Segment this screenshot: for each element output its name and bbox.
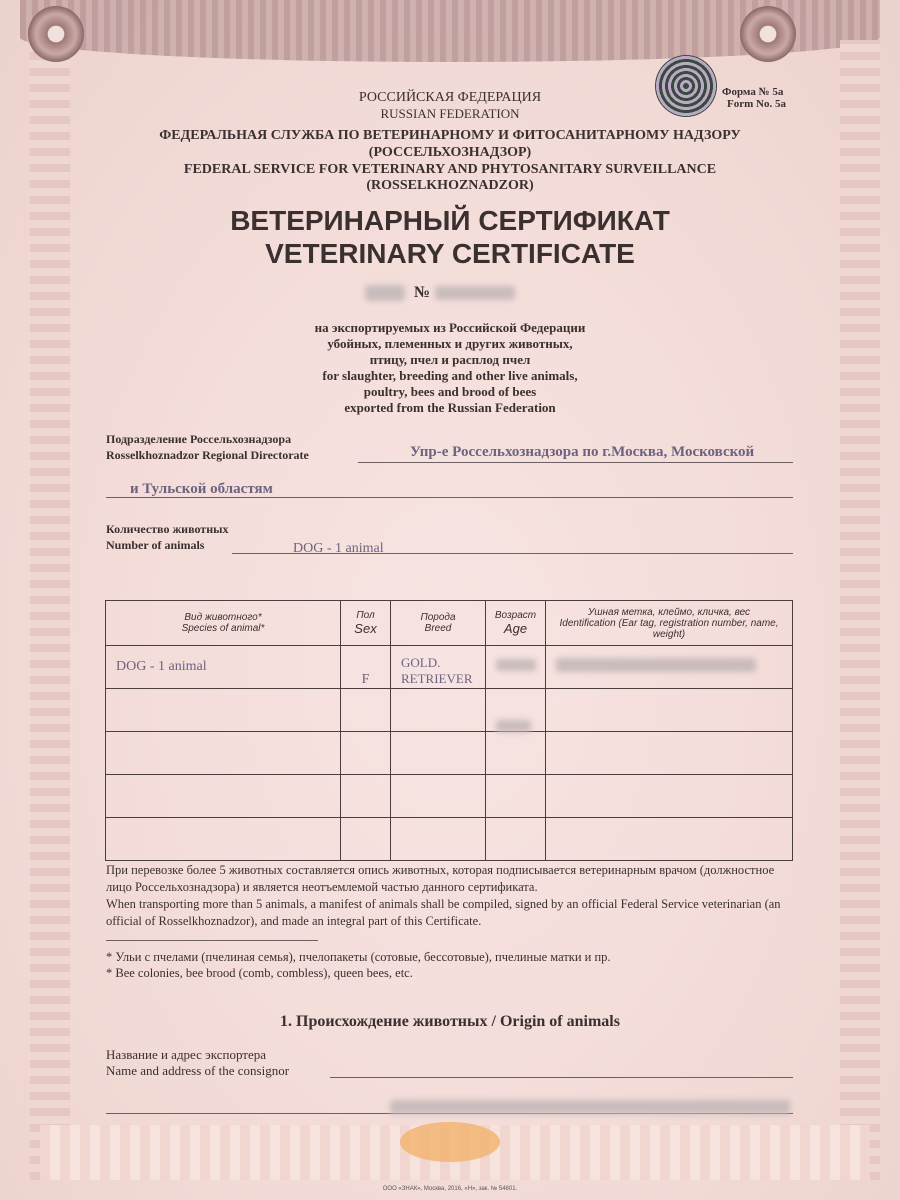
directorate-line xyxy=(358,462,793,463)
table-row xyxy=(106,818,793,861)
table-header-row xyxy=(106,601,793,646)
header-species: Вид животного* Species of animal* xyxy=(106,601,341,646)
title-en: VETERINARY CERTIFICATE xyxy=(265,238,635,269)
subtitle-line: убойных, племенных и других животных, xyxy=(327,336,573,351)
redacted-consignor xyxy=(390,1100,790,1114)
directorate-label-en: Rosselkhoznadzor Regional Directorate xyxy=(106,448,309,462)
service-ru: ФЕДЕРАЛЬНАЯ СЛУЖБА ПО ВЕТЕРИНАРНОМУ И ФИТОСАНИТАРНОМУ НАДЗОРУ xyxy=(159,128,741,143)
table-row xyxy=(106,689,793,732)
redacted-number xyxy=(435,286,515,300)
footnote-en: * Bee colonies, bee brood (comb, combless), queen bees, etc. xyxy=(106,966,413,980)
redacted-series xyxy=(365,285,405,301)
table-row xyxy=(106,646,793,689)
consignor-label-en: Name and address of the consignor xyxy=(106,1063,290,1078)
subtitle-line: for slaughter, breeding and other live animals, xyxy=(322,368,578,383)
directorate-value-1: Упр-е Россельхознадзора по г.Москва, Московской xyxy=(410,444,755,460)
form-number-en: Form No. 5a xyxy=(727,98,786,110)
animals-value: DOG - 1 animal xyxy=(293,541,384,556)
footnote-divider xyxy=(106,940,318,941)
animals-label-ru: Количество животных xyxy=(106,522,229,536)
table-row xyxy=(106,732,793,775)
header-breed: Порода Breed xyxy=(391,601,486,646)
agency-ru: (РОССЕЛЬХОЗНАДЗОР) xyxy=(368,145,532,160)
header-age: Возраст Age xyxy=(486,601,546,646)
subtitle-line: poultry, bees and brood of bees xyxy=(363,384,537,399)
number-sign: № xyxy=(414,284,431,301)
consignor-line xyxy=(330,1077,793,1078)
header-sex: Пол Sex xyxy=(341,601,391,646)
subtitle-line: exported from the Russian Federation xyxy=(344,400,556,415)
title-ru: ВЕТЕРИНАРНЫЙ СЕРТИФИКАТ xyxy=(230,205,670,236)
cell-breed: GOLD. RETRIEVER xyxy=(391,646,486,689)
subtitle-line: на экспортируемых из Российской Федерации xyxy=(314,320,586,335)
footnote-ru: * Ульи с пчелами (пчелиная семья), пчелопакеты (сотовые, бессотовые), пчелиные матки и пр. xyxy=(106,950,611,964)
printer-imprint: ООО «ЗНАК», Москва, 2016, «Н», зак. № 54801. xyxy=(382,1186,518,1192)
manifest-note: При перевозке более 5 животных составляется опись животных, которая подписывается ветеринарным врачом (должностное лицо Россельхознадзора) и является неотъемлемой частью данного сертификата. When transporting more than 5 animals, a manifest of animals shall be compiled, signed by an official Federal Service veterinarian (an official of Rosselkhoznadzor), and made an integral part of this Certificate. xyxy=(106,863,781,928)
header-identification: Ушная метка, клеймо, кличка, вес Identification (Ear tag, registration number, name, weight) xyxy=(546,601,793,646)
animals-table xyxy=(105,600,793,861)
origin-heading: 1. Происхождение животных / Origin of animals xyxy=(280,1013,620,1030)
service-en: FEDERAL SERVICE FOR VETERINARY AND PHYTOSANITARY SURVEILLANCE xyxy=(183,162,717,177)
rosette-left xyxy=(28,6,84,62)
table-row xyxy=(106,775,793,818)
country-ru: РОССИЙСКАЯ ФЕДЕРАЦИЯ xyxy=(358,90,542,105)
rosette-right xyxy=(740,6,796,62)
form-number-ru: Форма № 5а xyxy=(722,86,784,98)
consignor-label-ru: Название и адрес экспортера xyxy=(106,1047,267,1062)
animals-label-en: Number of animals xyxy=(106,538,205,552)
country-en: RUSSIAN FEDERATION xyxy=(380,106,520,121)
cell-species: DOG - 1 animal xyxy=(106,646,341,689)
agency-en: (ROSSELKHOZNADZOR) xyxy=(366,178,534,193)
orange-stamp-mark xyxy=(400,1122,500,1162)
subtitle-line: птицу, пчел и расплод пчел xyxy=(369,352,531,367)
directorate-value-2: и Тульской областям xyxy=(130,481,273,497)
directorate-label-ru: Подразделение Россельхознадзора xyxy=(106,432,292,446)
cell-sex: F xyxy=(341,646,391,689)
cell-identification xyxy=(546,646,793,689)
cell-age xyxy=(486,646,546,689)
